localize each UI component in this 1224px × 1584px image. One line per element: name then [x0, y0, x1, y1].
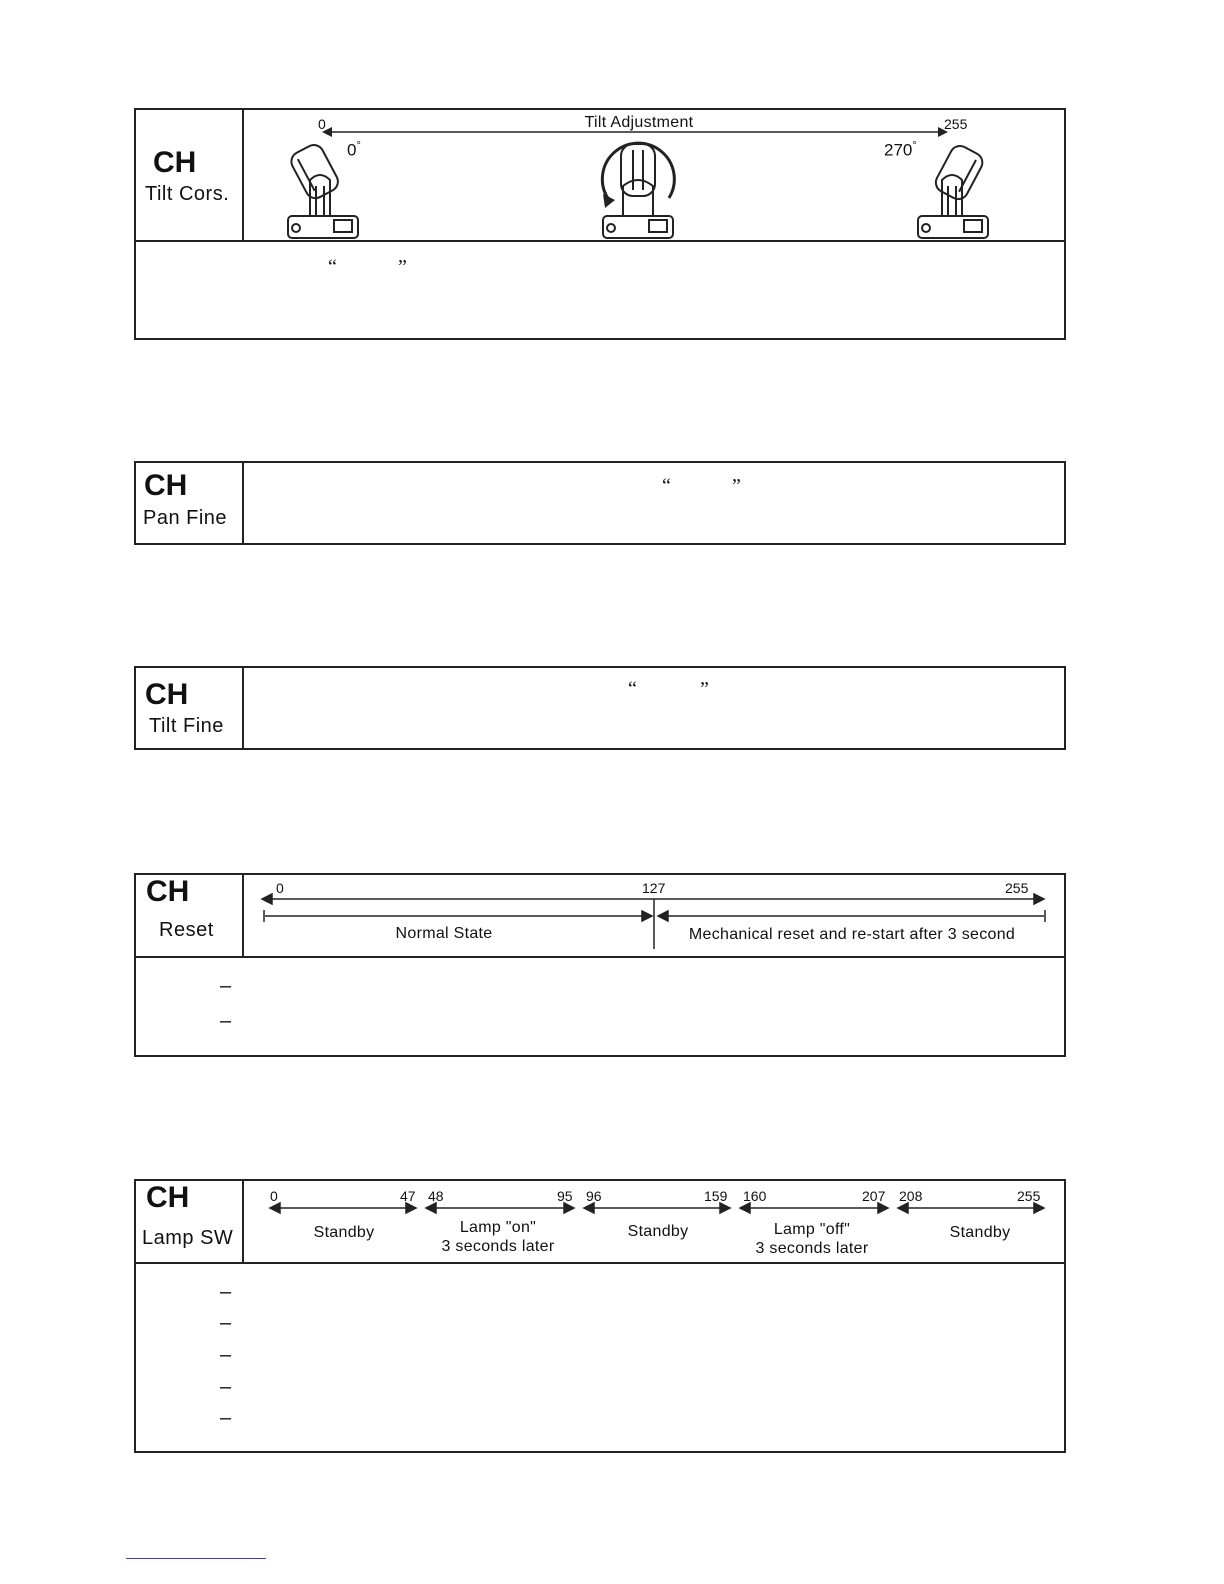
quote-close: ” [700, 678, 709, 700]
tilt-adjustment-title: Tilt Adjustment [584, 114, 694, 131]
segment-end: 95 [557, 1188, 573, 1204]
row-divider [136, 956, 1064, 958]
quote-close: ” [398, 256, 407, 278]
lamp-sw-table [134, 1179, 1066, 1453]
column-divider [242, 668, 244, 748]
segment-start: 48 [428, 1188, 444, 1204]
list-dash: – [220, 975, 232, 997]
tilt-cors-table [134, 108, 1066, 340]
pan-fine-table [134, 461, 1066, 545]
degree-end: 270° [884, 140, 917, 160]
channel-name: Tilt Cors. [145, 183, 230, 205]
moving-head-fixture-icon [286, 140, 366, 240]
channel-label: CH [144, 469, 188, 502]
segment-start: 96 [586, 1188, 602, 1204]
value-127: 127 [642, 880, 666, 896]
segment-end: 207 [862, 1188, 886, 1204]
channel-label: CH [146, 875, 190, 908]
mechanical-reset-label: Mechanical reset and re-start after 3 second [688, 926, 1016, 943]
channel-label: CH [146, 1181, 190, 1214]
segment-label: Standby [627, 1223, 689, 1240]
value-0: 0 [276, 880, 284, 896]
reset-table [134, 873, 1066, 1057]
column-divider [242, 463, 244, 543]
moving-head-fixture-icon [914, 140, 994, 240]
footer-rule [126, 1558, 266, 1559]
segment-label: Lamp "off" [773, 1221, 851, 1238]
quote-open: “ [662, 475, 671, 497]
tilt-fine-table [134, 666, 1066, 750]
row-divider [136, 1262, 1064, 1264]
list-dash: – [220, 1407, 232, 1429]
channel-name: Reset [159, 919, 214, 941]
moving-head-rotation-icon [593, 136, 683, 240]
list-dash: – [220, 1344, 232, 1366]
segment-sublabel: 3 seconds later [441, 1238, 555, 1255]
list-dash: – [220, 1010, 232, 1032]
segment-end: 255 [1017, 1188, 1041, 1204]
channel-name: Tilt Fine [149, 715, 224, 737]
segment-label: Standby [949, 1224, 1011, 1241]
channel-label: CH [153, 146, 197, 179]
segment-sublabel: 3 seconds later [755, 1240, 869, 1257]
channel-label: CH [145, 678, 189, 711]
channel-name: Pan Fine [143, 507, 228, 529]
segment-end: 159 [704, 1188, 728, 1204]
range-start-value: 0 [318, 116, 326, 132]
segment-label: Standby [313, 1224, 375, 1241]
degree-start: 0° [347, 140, 361, 160]
quote-close: ” [732, 475, 741, 497]
normal-state-label: Normal State [395, 925, 493, 942]
list-dash: – [220, 1376, 232, 1398]
quote-open: “ [328, 256, 337, 278]
segment-start: 0 [270, 1188, 278, 1204]
list-dash: – [220, 1281, 232, 1303]
segment-start: 160 [743, 1188, 767, 1204]
row-divider [136, 240, 1064, 242]
segment-end: 47 [400, 1188, 416, 1204]
segment-label: Lamp "on" [459, 1219, 537, 1236]
channel-name: Lamp SW [142, 1227, 234, 1249]
range-end-value: 255 [944, 116, 968, 132]
lamp-range-arrows [136, 1181, 1068, 1221]
value-255: 255 [1005, 880, 1029, 896]
segment-start: 208 [899, 1188, 923, 1204]
list-dash: – [220, 1312, 232, 1334]
quote-open: “ [628, 678, 637, 700]
